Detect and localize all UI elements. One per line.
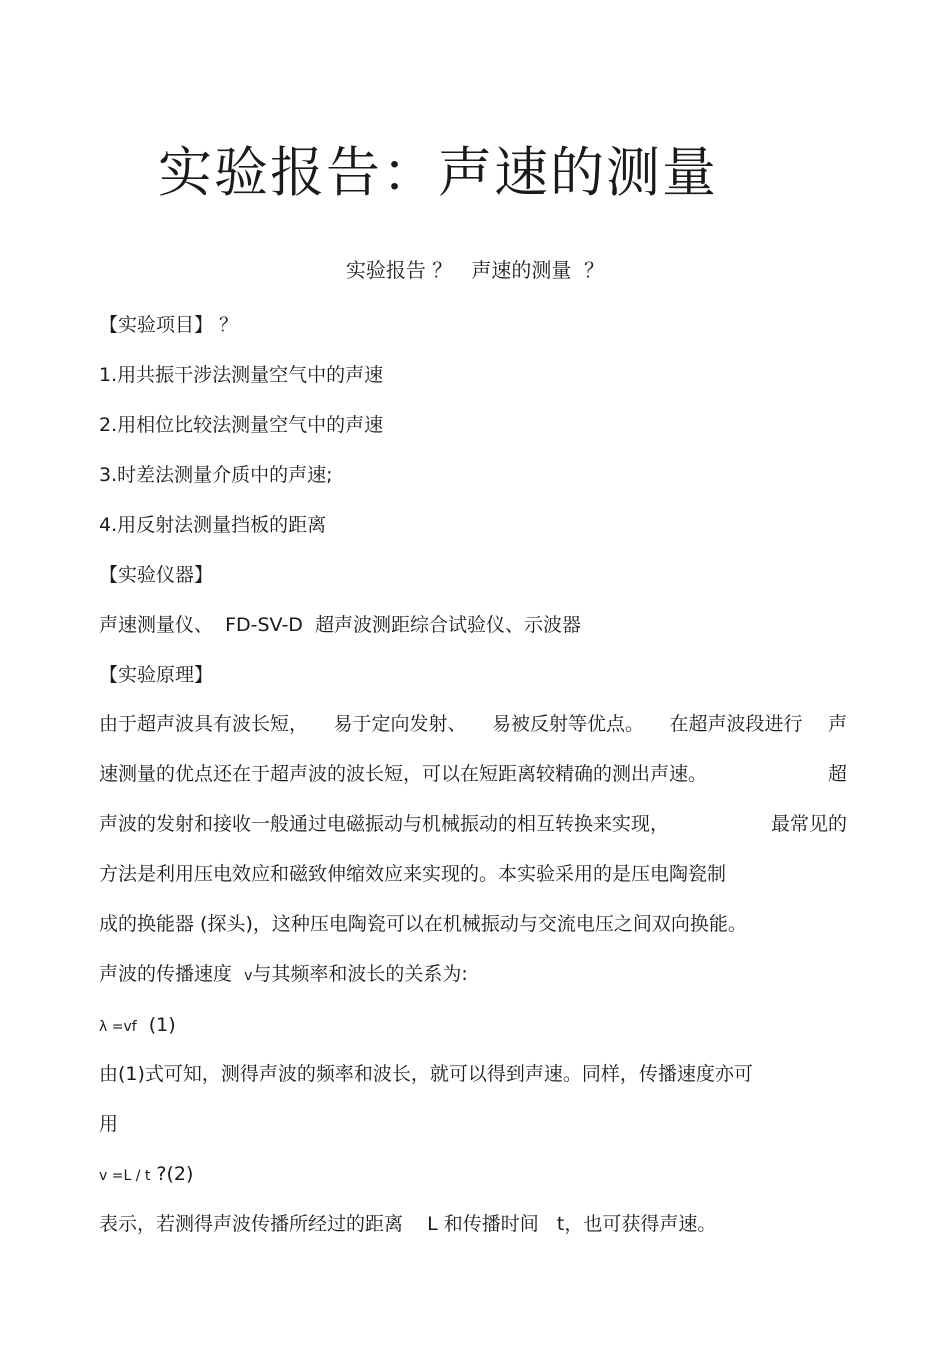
section-heading-instruments: 【实验仪器】 xyxy=(99,564,214,586)
after-formula-line: 由(1)式可知，测得声波的频率和波长，就可以得到声速。同样，传播速度亦可 xyxy=(99,1063,753,1085)
velocity-symbol: v xyxy=(244,968,253,984)
list-item: 1.用共振干涉法测量空气中的声速 xyxy=(99,364,384,386)
text-segment: 超 xyxy=(827,763,847,785)
principle-line-3 xyxy=(99,813,847,836)
principle-line-5: 成的换能器 (探头)，这种压电陶瓷可以在机械振动与交流电压之间双向换能。 xyxy=(99,913,747,935)
text-segment: 由于超声波具有波长短， xyxy=(99,713,309,735)
text-segment: 声波的传播速度 xyxy=(99,963,245,985)
text-segment: 易于定向发射、 xyxy=(333,713,467,735)
final-line: 表示，若测得声波传播所经过的距离 L 和传播时间 t，也可获得声速。 xyxy=(99,1213,717,1235)
formula-expression: v =L / t xyxy=(99,1168,151,1184)
text-segment: 与其频率和波长的关系为: xyxy=(252,963,468,985)
subtitle: 实验报告 ？ 声速的测量 ？ xyxy=(345,258,605,282)
text-segment: 声波的发射和接收一般通过电磁振动与机械振动的相互转换来实现， xyxy=(99,813,670,835)
section-heading-principle: 【实验原理】 xyxy=(99,664,214,686)
relation-line xyxy=(99,963,468,986)
principle-line-4: 方法是利用压电效应和磁致伸缩效应来实现的。本实验采用的是压电陶瓷制 xyxy=(99,863,727,885)
list-item: 4.用反射法测量挡板的距离 xyxy=(99,514,327,536)
principle-line-1 xyxy=(99,713,847,736)
formula-number: ?(2) xyxy=(150,1163,194,1185)
formula-2 xyxy=(99,1163,193,1186)
principle-line-2 xyxy=(99,763,847,786)
formula-1 xyxy=(99,1014,176,1037)
text-segment: 速测量的优点还在于超声波的波长短，可以在短距离较精确的测出声速。 xyxy=(99,763,708,785)
formula-expression: λ =vf xyxy=(99,1019,137,1035)
after-formula-line-2: 用 xyxy=(99,1113,119,1135)
list-item: 2.用相位比较法测量空气中的声速 xyxy=(99,414,384,436)
text-segment: 易被反射等优点。 xyxy=(491,713,644,735)
text-segment: 在超声波段进行 xyxy=(669,713,803,735)
instruments-text: 声速测量仪、 FD-SV-D 超声波测距综合试验仪、示波器 xyxy=(99,614,582,636)
text-segment: 最常见的 xyxy=(770,813,847,835)
formula-number: (1) xyxy=(136,1014,176,1036)
main-title: 实验报告：声速的测量 xyxy=(158,141,718,204)
section-heading-items: 【实验项目】 ？ xyxy=(99,314,239,336)
list-item: 3.时差法测量介质中的声速; xyxy=(99,464,333,486)
text-segment: 声 xyxy=(827,713,847,735)
